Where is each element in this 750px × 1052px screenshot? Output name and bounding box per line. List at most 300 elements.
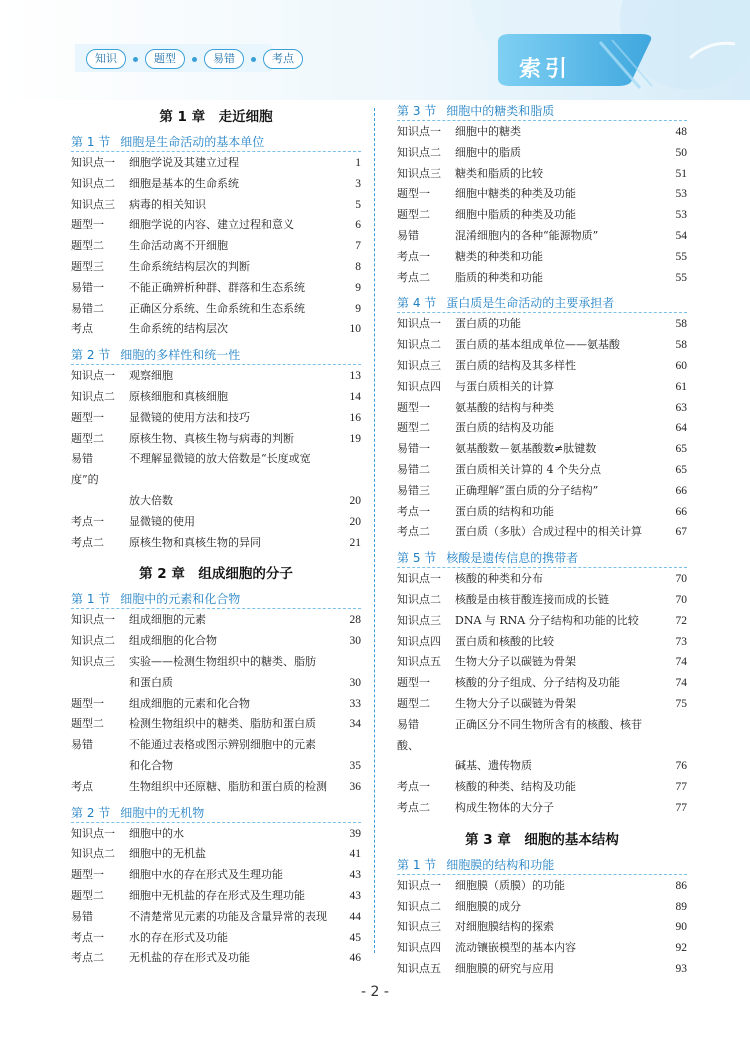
entry-page: 7: [355, 240, 361, 253]
category-tags: [86, 49, 303, 69]
index-entry: [397, 522, 687, 543]
index-entry: [397, 798, 687, 819]
entry-label: 题型二: [71, 431, 104, 445]
index-entry: [397, 481, 687, 502]
entry-page: 63: [675, 401, 687, 414]
section-number: 第 4 节: [397, 296, 437, 311]
entry-label: 知识点三: [397, 358, 441, 372]
section-number: 第 1 节: [71, 592, 111, 607]
section-number: 第 1 节: [71, 135, 111, 149]
index-entry: [397, 143, 687, 164]
entry-page: 1: [355, 157, 361, 169]
entry-text: 生命系统结构层次的判断: [129, 259, 250, 273]
index-entry: [397, 897, 687, 918]
section-heading: [397, 102, 687, 121]
entry-page: 77: [675, 781, 687, 794]
entry-label: 考点二: [397, 800, 430, 814]
entry-label: 知识点一: [71, 369, 115, 383]
entry-text: 蛋白质的功能: [455, 317, 521, 331]
entry-page: 75: [675, 697, 687, 710]
section-number: 第 2 节: [71, 805, 111, 820]
section-title: 细胞中的糖类和脂质: [446, 104, 555, 118]
entry-label: 题型一: [397, 400, 430, 414]
index-entry: [71, 236, 361, 257]
index-entry: [71, 319, 361, 340]
entry-text: 细胞是基本的生命系统: [129, 176, 239, 190]
index-entry: [397, 377, 687, 398]
entry-text: 核酸的分子组成、分子结构及功能: [455, 676, 620, 690]
index-entry: [71, 449, 361, 491]
index-entry: [71, 928, 361, 949]
entry-label: 考点一: [397, 249, 430, 263]
tag-knowledge: 知识: [86, 49, 126, 69]
entry-label: 考点: [71, 779, 93, 793]
entry-page: 41: [349, 848, 361, 861]
entry-page: 35: [349, 759, 361, 772]
section-heading: [397, 856, 687, 875]
index-entry: [71, 195, 361, 216]
entry-text: 显微镜的使用方法和技巧: [129, 410, 250, 424]
entry-text: 观察细胞: [129, 369, 173, 383]
index-entry: [397, 184, 687, 205]
entry-label: 易错一: [397, 442, 430, 456]
entry-page: 53: [675, 209, 687, 222]
entry-label: 考点二: [397, 525, 430, 539]
index-entry: [397, 205, 687, 226]
dot-separator: [192, 57, 197, 62]
index-entry-continued: [397, 756, 687, 777]
entry-text: 不清楚常见元素的功能及含量异常的表现: [129, 909, 327, 923]
entry-page: 90: [675, 921, 687, 934]
page-header: [0, 0, 750, 100]
entry-label: 题型一: [71, 868, 104, 882]
index-title: 索引: [519, 57, 572, 82]
entry-text: DNA 与 RNA 分子结构和功能的比较: [455, 613, 639, 627]
entry-page: 76: [675, 760, 687, 773]
index-entry: [397, 314, 687, 335]
entry-page: 16: [349, 411, 361, 424]
entry-label: 知识点四: [397, 941, 441, 955]
entry-label: 知识点一: [71, 613, 115, 627]
tag-question-type: 题型: [145, 49, 185, 69]
entry-page: 70: [675, 593, 687, 606]
entry-page: 67: [675, 526, 687, 539]
entry-label: 题型三: [71, 259, 104, 273]
entry-label: 知识点二: [71, 847, 115, 861]
entry-text: 组成细胞的元素: [129, 613, 206, 627]
chapter-heading: 第 2 章 组成细胞的分子: [139, 566, 293, 583]
entry-text: 脂质的种类和功能: [455, 270, 543, 284]
section-number: 第 3 节: [397, 104, 437, 118]
index-entry: [397, 959, 687, 980]
index-entry: [71, 735, 361, 756]
index-entry: [71, 512, 361, 533]
index-entry: [71, 777, 361, 798]
index-entry: [397, 938, 687, 959]
index-entry: [397, 439, 687, 460]
index-entry: [397, 590, 687, 611]
entry-text: 病毒的相关知识: [129, 197, 206, 211]
section-title: 核酸是遗传信息的携带者: [446, 551, 579, 566]
entry-text: 混淆细胞内的各种“能源物质”: [455, 228, 599, 242]
entry-text: 检测生物组织中的糖类、脂肪和蛋白质: [129, 717, 316, 731]
entry-text: 细胞学说的内容、建立过程和意义: [129, 218, 294, 232]
section-title: 细胞膜的结构和功能: [446, 857, 555, 872]
entry-page: 66: [675, 484, 687, 497]
section-title: 蛋白质是生命活动的主要承担者: [446, 296, 615, 311]
index-entry: [397, 569, 687, 590]
index-entry: [397, 502, 687, 523]
entry-text: 生物组织中还原糖、脂肪和蛋白质的检测: [129, 779, 327, 793]
entry-page: 74: [675, 677, 687, 690]
entry-label: 知识点四: [397, 379, 441, 393]
entry-text: 生物大分子以碳链为骨架: [455, 655, 576, 669]
entry-page: 20: [349, 515, 361, 528]
entry-text: 碱基、遗传物质: [455, 759, 532, 773]
entry-text: 细胞中的糖类: [455, 125, 521, 138]
entry-page: 39: [349, 827, 361, 840]
entry-page: 5: [355, 198, 361, 211]
entry-text: 实验——检测生物组织中的糖类、脂肪: [129, 654, 316, 668]
entry-page: 53: [675, 188, 687, 201]
entry-page: 20: [349, 494, 361, 507]
entry-text: 不理解显微镜的放大倍数是“长度或宽度”的: [71, 452, 311, 487]
entry-text: 细胞中的脂质: [455, 145, 521, 159]
entry-page: 9: [355, 281, 361, 294]
section-heading: [71, 346, 361, 365]
entry-label: 题型二: [397, 696, 430, 710]
index-entry: [397, 694, 687, 715]
spacer: [397, 819, 687, 825]
index-entry-continued: [71, 491, 361, 512]
section-title: 细胞的多样性和统一性: [120, 348, 241, 363]
entry-label: 知识点二: [397, 899, 441, 913]
entry-text: 蛋白质和核酸的比较: [455, 634, 554, 648]
index-entry: [397, 356, 687, 377]
index-entry: [397, 611, 687, 632]
entry-page: 13: [349, 370, 361, 383]
entry-text: 水的存在形式及功能: [129, 930, 228, 944]
entry-page: 93: [675, 962, 687, 975]
entry-label: 易错: [397, 717, 419, 731]
entry-label: 题型一: [397, 187, 430, 201]
entry-label: 易错: [71, 452, 93, 466]
index-entry: [397, 335, 687, 356]
index-entry: [397, 122, 687, 143]
entry-label: 知识点一: [397, 878, 441, 892]
entry-text: 与蛋白质相关的计算: [455, 379, 554, 393]
entry-text: 核酸的种类和分布: [455, 572, 543, 586]
section-heading: [71, 590, 361, 609]
entry-label: 题型一: [71, 696, 104, 710]
index-entry: [71, 153, 361, 174]
section-heading: [397, 294, 687, 313]
entry-page: 44: [349, 910, 361, 923]
entry-label: 易错: [397, 228, 419, 242]
entry-label: 知识点一: [397, 317, 441, 331]
index-entry: [397, 247, 687, 268]
entry-text: 正确理解“蛋白质的分子结构”: [455, 483, 599, 497]
entry-page: 14: [349, 390, 361, 403]
section-number: 第 5 节: [397, 551, 437, 566]
entry-page: 50: [675, 146, 687, 159]
index-entry: [71, 865, 361, 886]
entry-label: 考点二: [71, 951, 104, 965]
entry-text: 细胞膜的研究与应用: [455, 961, 554, 975]
entry-text: 糖类的种类和功能: [455, 249, 543, 263]
index-entry: [71, 631, 361, 652]
index-entry: [71, 948, 361, 969]
entry-text: 不能正确辨析种群、群落和生态系统: [129, 280, 305, 294]
entry-text: 组成细胞的化合物: [129, 634, 217, 648]
index-entry: [397, 715, 687, 757]
entry-text: 和化合物: [129, 758, 173, 772]
entry-label: 题型二: [71, 717, 104, 731]
dot-separator: [251, 57, 256, 62]
entry-label: 知识点二: [71, 176, 115, 190]
index-entry: [397, 460, 687, 481]
entry-label: 考点一: [71, 514, 104, 528]
entry-text: 生命系统的结构层次: [129, 322, 228, 336]
entry-page: 92: [675, 942, 687, 955]
entry-label: 知识点四: [397, 634, 441, 648]
entry-label: 考点一: [71, 930, 104, 944]
entry-text: 原核生物、真核生物与病毒的判断: [129, 431, 294, 445]
chapter-heading: 第 3 章 细胞的基本结构: [465, 831, 619, 848]
index-entry: [71, 610, 361, 631]
entry-text: 正确区分不同生物所含有的核酸、核苷酸、: [397, 717, 642, 752]
index-entry: [71, 366, 361, 387]
entry-label: 知识点三: [397, 920, 441, 934]
entry-page: 30: [349, 635, 361, 648]
entry-label: 知识点三: [71, 654, 115, 668]
index-entry: [71, 174, 361, 195]
entry-page: 48: [675, 126, 687, 138]
entry-text: 细胞中脂质的种类及功能: [455, 208, 576, 222]
entry-label: 知识点一: [71, 826, 115, 840]
dot-separator: [133, 57, 138, 62]
entry-label: 易错二: [397, 462, 430, 476]
entry-page: 33: [349, 697, 361, 710]
entry-page: 77: [675, 801, 687, 814]
entry-text: 糖类和脂质的比较: [455, 166, 543, 180]
entry-label: 考点二: [71, 535, 104, 549]
entry-page: 55: [675, 271, 687, 284]
entry-page: 73: [675, 635, 687, 648]
entry-text: 不能通过表格或图示辨别细胞中的元素: [129, 738, 316, 752]
entry-page: 66: [675, 505, 687, 518]
entry-label: 知识点一: [397, 125, 441, 138]
entry-text: 细胞中的无机盐: [129, 847, 206, 861]
entry-text: 细胞学说及其建立过程: [129, 156, 239, 169]
index-entry: [71, 387, 361, 408]
entry-text: 细胞中水的存在形式及生理功能: [129, 868, 283, 882]
index-entry: [71, 215, 361, 236]
index-entry-continued: [71, 673, 361, 694]
index-entry: [397, 917, 687, 938]
entry-page: 55: [675, 250, 687, 263]
entry-text: 对细胞膜结构的探索: [455, 920, 554, 934]
entry-text: 细胞膜（质膜）的功能: [455, 878, 565, 892]
index-entry: [71, 278, 361, 299]
tag-common-errors: 易错: [204, 49, 244, 69]
entry-label: 知识点一: [71, 156, 115, 169]
section-number: 第 1 节: [397, 857, 437, 872]
entry-text: 流动镶嵌模型的基本内容: [455, 941, 576, 955]
section-number: 第 2 节: [71, 348, 111, 363]
section-heading: [71, 133, 361, 152]
entry-page: 46: [349, 952, 361, 965]
entry-label: 考点: [71, 322, 93, 336]
entry-label: 题型一: [397, 676, 430, 690]
entry-label: 易错二: [71, 301, 104, 315]
section-title: 细胞中的无机物: [120, 805, 205, 820]
entry-page: 51: [675, 167, 687, 180]
page-number: - 2 -: [361, 984, 389, 1000]
entry-page: 43: [349, 889, 361, 902]
index-entry: [71, 257, 361, 278]
entry-label: 易错: [71, 738, 93, 752]
entry-label: 知识点三: [397, 613, 441, 627]
entry-page: 89: [675, 900, 687, 913]
section-heading: [71, 804, 361, 823]
entry-text: 构成生物体的大分子: [455, 800, 554, 814]
entry-page: 64: [675, 422, 687, 435]
index-entry: [71, 652, 361, 673]
entry-text: 细胞中无机盐的存在形式及生理功能: [129, 888, 305, 902]
entry-label: 知识点三: [397, 166, 441, 180]
index-entry: [71, 714, 361, 735]
entry-page: 34: [349, 718, 361, 731]
entry-text: 生命活动离不开细胞: [129, 239, 228, 253]
entry-page: 21: [349, 536, 361, 549]
index-entry: [71, 429, 361, 450]
entry-label: 知识点二: [71, 634, 115, 648]
left-column: [71, 102, 361, 969]
index-entry: [71, 907, 361, 928]
section-title: 细胞中的元素和化合物: [120, 592, 241, 607]
entry-label: 知识点五: [397, 655, 441, 669]
entry-text: 蛋白质（多肽）合成过程中的相关计算: [455, 525, 642, 539]
index-entry-continued: [71, 756, 361, 777]
entry-label: 题型二: [397, 208, 430, 222]
index-entry: [71, 694, 361, 715]
entry-text: 蛋白质的基本组成单位——氨基酸: [455, 338, 620, 352]
index-entry: [397, 164, 687, 185]
entry-page: 28: [349, 614, 361, 627]
index-entry: [397, 268, 687, 289]
column-divider: [374, 108, 375, 953]
entry-label: 易错一: [71, 280, 104, 294]
entry-text: 核酸的种类、结构及功能: [455, 780, 576, 794]
entry-text: 正确区分系统、生命系统和生态系统: [129, 301, 305, 315]
entry-page: 65: [675, 463, 687, 476]
entry-label: 知识点二: [397, 338, 441, 352]
index-entry: [71, 533, 361, 554]
index-entry: [397, 418, 687, 439]
tag-exam-points: 考点: [263, 49, 303, 69]
entry-page: 10: [349, 323, 361, 336]
entry-page: 8: [355, 260, 361, 273]
index-entry: [71, 824, 361, 845]
index-entry: [71, 408, 361, 429]
entry-label: 知识点二: [397, 592, 441, 606]
entry-page: 19: [349, 432, 361, 445]
section-heading: [397, 549, 687, 568]
entry-label: 知识点一: [397, 572, 441, 586]
spacer: [71, 553, 361, 559]
entry-label: 知识点二: [71, 389, 115, 403]
entry-label: 考点二: [397, 270, 430, 284]
entry-label: 知识点三: [71, 197, 115, 211]
entry-page: 6: [355, 219, 361, 232]
entry-page: 60: [675, 359, 687, 372]
entry-label: 题型一: [71, 218, 104, 232]
entry-text: 氨基酸的结构与种类: [455, 400, 554, 414]
entry-page: 45: [349, 931, 361, 944]
entry-text: 蛋白质的结构和功能: [455, 504, 554, 518]
entry-text: 核酸是由核苷酸连接而成的长链: [455, 592, 609, 606]
index-entry: [71, 844, 361, 865]
entry-page: 36: [349, 780, 361, 793]
section-title: 细胞是生命活动的基本单位: [120, 135, 265, 149]
entry-label: 考点一: [397, 780, 430, 794]
entry-text: 无机盐的存在形式及功能: [129, 951, 250, 965]
entry-text: 氨基酸数－氨基酸数≠肽键数: [455, 442, 597, 456]
index-entry: [397, 876, 687, 897]
entry-label: 易错: [71, 909, 93, 923]
index-entry: [71, 299, 361, 320]
index-entry: [397, 226, 687, 247]
entry-page: 65: [675, 443, 687, 456]
entry-label: 知识点二: [397, 145, 441, 159]
entry-text: 蛋白质的结构及功能: [455, 421, 554, 435]
entry-page: 61: [675, 380, 687, 393]
entry-text: 细胞中糖类的种类及功能: [455, 187, 576, 201]
entry-page: 58: [675, 339, 687, 352]
index-entry: [397, 777, 687, 798]
entry-text: 放大倍数: [129, 493, 173, 507]
entry-page: 70: [675, 573, 687, 586]
index-entry: [397, 632, 687, 653]
entry-text: 生物大分子以碳链为骨架: [455, 696, 576, 710]
entry-page: 43: [349, 869, 361, 882]
entry-page: 74: [675, 656, 687, 669]
entry-text: 细胞中的水: [129, 826, 184, 840]
chapter-heading: 第 1 章 走近细胞: [159, 109, 273, 125]
entry-page: 58: [675, 318, 687, 331]
entry-page: 3: [355, 177, 361, 190]
entry-page: 86: [675, 879, 687, 892]
index-entry: [397, 673, 687, 694]
entry-text: 和蛋白质: [129, 675, 173, 689]
entry-text: 蛋白质的结构及其多样性: [455, 358, 576, 372]
entry-label: 题型二: [397, 421, 430, 435]
entry-label: 知识点五: [397, 961, 441, 975]
right-column: [397, 102, 687, 980]
entry-text: 原核细胞和真核细胞: [129, 389, 228, 403]
entry-page: 9: [355, 302, 361, 315]
entry-text: 组成细胞的元素和化合物: [129, 696, 250, 710]
entry-label: 易错三: [397, 483, 430, 497]
entry-label: 考点一: [397, 504, 430, 518]
entry-text: 细胞膜的成分: [455, 899, 521, 913]
entry-page: 54: [675, 229, 687, 242]
index-entry: [397, 398, 687, 419]
entry-text: 显微镜的使用: [129, 514, 195, 528]
entry-text: 蛋白质相关计算的 4 个失分点: [455, 462, 601, 476]
entry-label: 题型二: [71, 888, 104, 902]
